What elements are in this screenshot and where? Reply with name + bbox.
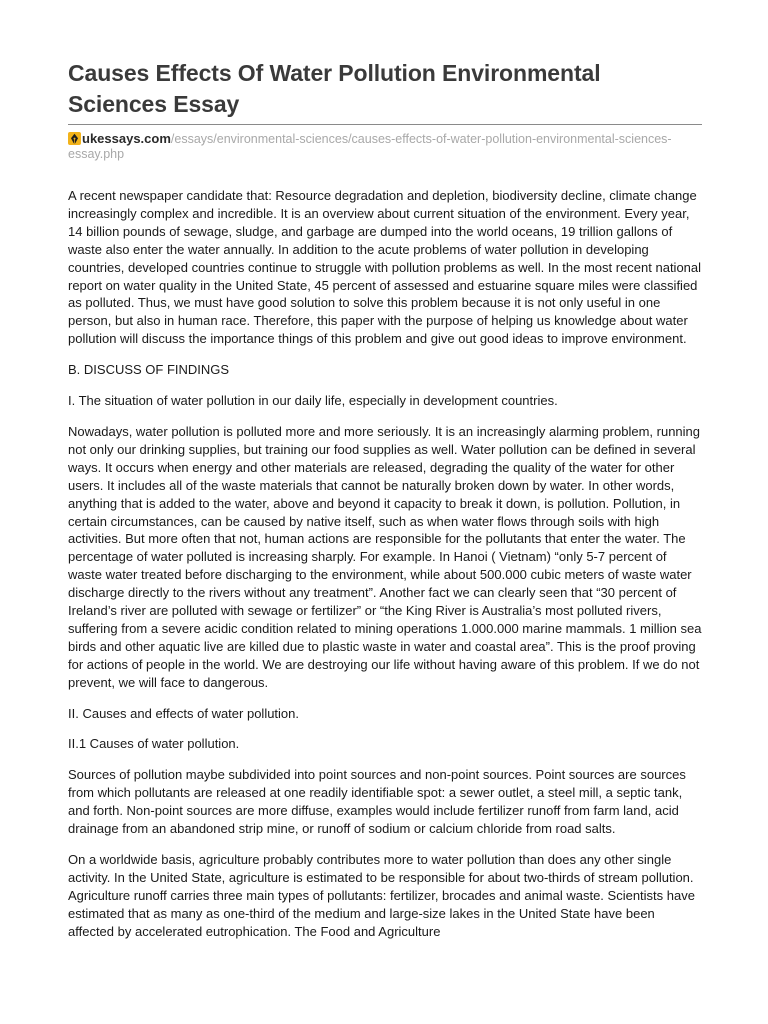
subheading-causes: II.1 Causes of water pollution. <box>68 736 240 752</box>
subheading-causes-effects: II. Causes and effects of water pollution. <box>68 705 300 721</box>
source-line <box>68 131 702 162</box>
source-path[interactable]: /essays/environmental-sciences/causes-effects-of-water-pollution-environmental-sciences-essay.php <box>68 132 672 161</box>
paragraph-intro: A recent newspaper candidate that: Resource degradation and depletion, biodiversity decline, climate change increasingly complex and incredible. It is an overview about current situation of the environment. Every year, 14 billion pounds of sewage, sludge, and garbage are dumped into the world oceans, 19 trillion gallons of waste also enter the water annually. In addition to the acute problems of water pollution in developing countries, developed countries continue to struggle with pollution problems as well. In the most recent national report on water quality in the United State, 45 percent of assessed and estuarine square miles were classified as polluted. Thus, we must have good solution to solve this problem because it is not only useful in one person, but also in human race. Therefore, this paper with the purpose of helping us knowledge about water pollution will discuss the importance things of this problem and give out good ideas to improve environment. <box>68 188 702 347</box>
paragraph-sources: Sources of pollution maybe subdivided into point sources and non-point sources. Point sources are sources from which pollutants are released at one readily identifiable spot: a sewer outlet, a steel mill, a septic tank, and forth. Non-point sources are more diffuse, examples would include fertilizer runoff from farm land, acid drainage from an abandoned strip mine, or runoff of sodium or calcium chloride from road salts. <box>68 767 686 837</box>
title-divider <box>68 124 702 125</box>
document-title: Causes Effects Of Water Pollution Environmental Sciences Essay <box>68 60 601 117</box>
section-heading-findings: B. DISCUSS OF FINDINGS <box>68 362 230 378</box>
document-page <box>68 58 702 954</box>
source-domain[interactable]: ukessays.com <box>82 131 171 146</box>
paragraph-situation: Nowadays, water pollution is polluted more and more seriously. It is an increasingly alarming problem, running not only our drinking supplies, but training our food supplies as well. Water pollution can be defined in several ways. It occurs when energy and other materials are released, degrading the quality of the water for other users. It includes all of the waste materials that cannot be naturally broken down by water. In other words, anything that is added to the water, above and beyond it capacity to break it down, is pollution. Pollution, in certain circumstances, can be caused by native itself, such as when water flows through soils with high activities. But more often that not, human actions are responsible for the pollutants that enter the water. The percentage of water polluted is increasing sharply. For example. In Hanoi ( Vietnam) “only 5-7 percent of waste water treated before discharging to the environment, while about 500.000 cubic meters of waste water discharge directly to the rivers without any treatment”. Another fact we can clearly seen that “30 percent of Ireland’s river are polluted with sewage or fertilizer” or “the King River is Australia’s most polluted rivers, suffering from a severe acidic condition related to mining operations 1.000.000 marine mammals. 1 million sea birds and other aquatic live are killed due to plastic waste in water and coastal area”. This is the proof proving for actions of people in the world. We are destroying our life without having aware of this problem. If we do not prevent, we will face to dangerous. <box>68 423 702 690</box>
pen-nib-icon <box>68 132 81 145</box>
paragraph-agriculture: On a worldwide basis, agriculture probably contributes more to water pollution than does any other single activity. In the United State, agriculture is estimated to be responsible for about two-thirds of stream pollution. Agriculture runoff carries three main types of pollutants: fertilizer, brocades and animal waste. Scientists have estimated that as many as one-third of the medium and large-size lakes in the United State have been affected by accelerated eutrophication. The Food and Agriculture <box>68 852 695 939</box>
subheading-situation: I. The situation of water pollution in our daily life, especially in development countries. <box>68 393 558 409</box>
